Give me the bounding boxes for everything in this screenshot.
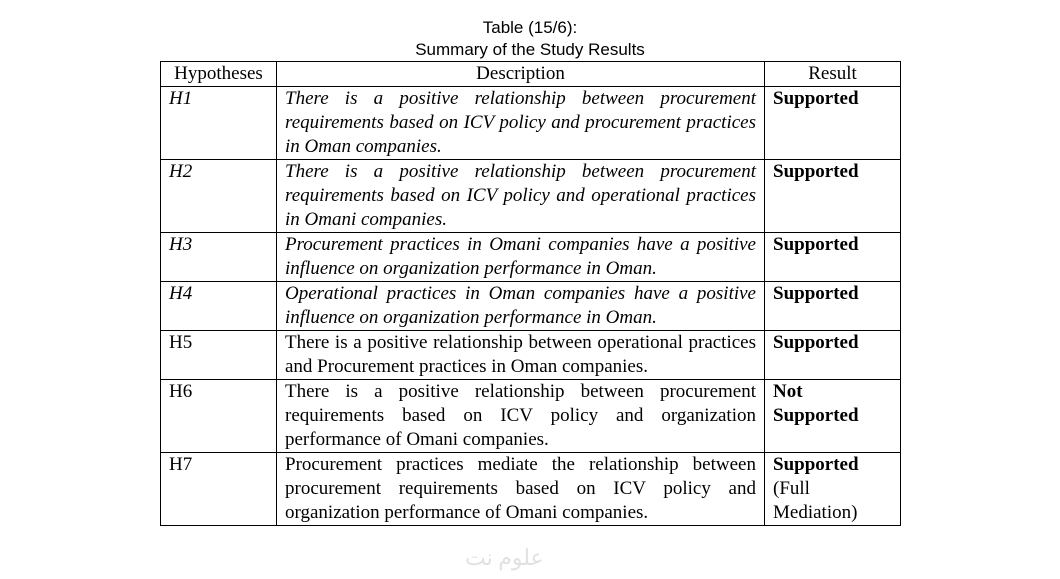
- header-description: Description: [277, 62, 765, 87]
- hypothesis-cell: H4: [161, 282, 277, 331]
- table-row: [161, 331, 901, 380]
- description-cell: There is a positive relationship between procurement requirements based on ICV policy and operational practices in Omani companies.: [277, 160, 765, 233]
- header-result: Result: [765, 62, 901, 87]
- result-cell: Supported: [765, 160, 901, 233]
- results-table: [160, 61, 901, 526]
- table-caption-title: Summary of the Study Results: [415, 40, 645, 59]
- hypothesis-cell: H6: [161, 380, 277, 453]
- hypothesis-cell: H5: [161, 331, 277, 380]
- description-cell: Operational practices in Oman companies have a positive influence on organization performance in Oman.: [277, 282, 765, 331]
- description-cell: There is a positive relationship between operational practices and Procurement practices in Oman companies.: [277, 331, 765, 380]
- result-cell: Not Supported: [765, 380, 901, 453]
- result-cell: Supported: [765, 331, 901, 380]
- description-cell: There is a positive relationship between procurement requirements based on ICV policy and organization performance of Omani companies.: [277, 380, 765, 453]
- description-cell: Procurement practices in Omani companies have a positive influence on organization performance in Oman.: [277, 233, 765, 282]
- table-row: [161, 282, 901, 331]
- watermark-logo: ﻋﻠﻮم ﻧﺖ: [465, 545, 544, 570]
- hypothesis-cell: H7: [161, 453, 277, 526]
- table-header-row: [161, 62, 901, 87]
- result-cell: Supported: [765, 282, 901, 331]
- hypothesis-cell: H1: [161, 87, 277, 160]
- table-row: [161, 160, 901, 233]
- result-label: Supported: [773, 454, 859, 475]
- result-cell: Supported: [765, 233, 901, 282]
- hypothesis-cell: H2: [161, 160, 277, 233]
- header-hypotheses: Hypotheses: [161, 62, 277, 87]
- result-cell: Supported: [765, 87, 901, 160]
- table-row: [161, 380, 901, 453]
- table-row: [161, 87, 901, 160]
- table-row: [161, 233, 901, 282]
- result-note: (Full Mediation): [773, 478, 858, 523]
- description-cell: Procurement practices mediate the relationship between procurement requirements based on ICV policy and organization performance of Omani companies.: [277, 453, 765, 526]
- description-cell: There is a positive relationship between procurement requirements based on ICV policy and procurement practices in Oman companies.: [277, 87, 765, 160]
- hypothesis-cell: H3: [161, 233, 277, 282]
- result-cell: [765, 453, 901, 526]
- table-row: [161, 453, 901, 526]
- table-caption-number: Table (15/6):: [482, 18, 578, 37]
